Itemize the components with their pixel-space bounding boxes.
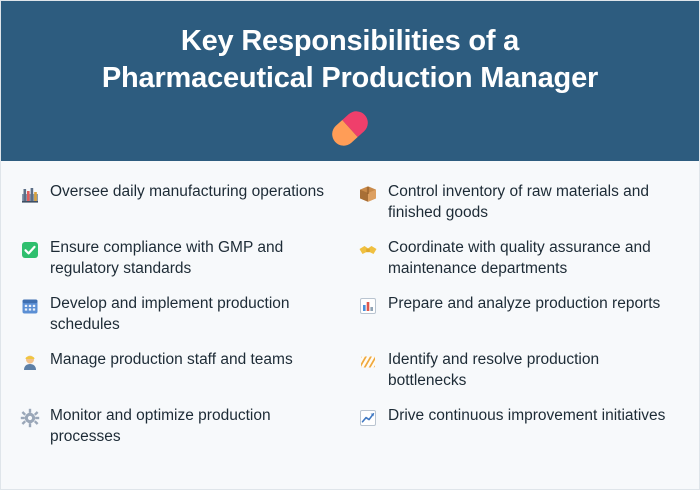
check-mark-button-icon xyxy=(19,239,41,261)
list-item-label: Drive continuous improvement initiatives xyxy=(388,407,666,425)
page-title-line-2: Pharmaceutical Production Manager xyxy=(101,62,599,95)
header-icon-wrap xyxy=(25,111,675,145)
handshake-icon xyxy=(357,239,379,261)
pill-capsule-icon xyxy=(327,106,372,150)
page-title xyxy=(25,23,675,97)
warning-stripes-icon xyxy=(357,351,379,373)
list-item-label: Prepare and analyze production reports xyxy=(388,295,661,313)
line-chart-upward-icon xyxy=(357,407,379,429)
list-item xyxy=(355,287,683,343)
responsibilities-column-right xyxy=(355,175,683,479)
header xyxy=(1,1,699,161)
list-item-label: Develop and implement production schedules xyxy=(50,295,290,334)
list-item-label: Identify and resolve production bottlenecks xyxy=(388,351,600,390)
list-item-label: Oversee daily manufacturing operations xyxy=(50,183,324,201)
list-item xyxy=(355,231,683,287)
gear-icon xyxy=(19,407,41,429)
responsibilities-column-left xyxy=(17,175,345,479)
list-item xyxy=(17,287,345,343)
list-item xyxy=(17,231,345,287)
responsibilities-body xyxy=(1,161,699,489)
worker-person-icon xyxy=(19,351,41,373)
calendar-icon xyxy=(19,295,41,317)
list-item xyxy=(17,343,345,399)
list-item xyxy=(17,399,345,455)
list-item-label: Manage production staff and teams xyxy=(50,351,293,369)
page-title-line-1: Key Responsibilities of a xyxy=(180,25,520,57)
list-item-label: Control inventory of raw materials and finished goods xyxy=(388,183,650,222)
list-item xyxy=(17,175,345,231)
list-item-label: Monitor and optimize production processes xyxy=(50,407,271,446)
package-box-icon xyxy=(357,183,379,205)
list-item-label: Coordinate with quality assurance and maintenance departments xyxy=(388,239,651,278)
list-item xyxy=(355,175,683,231)
bar-chart-icon xyxy=(357,295,379,317)
list-item xyxy=(355,343,683,399)
list-item-label: Ensure compliance with GMP and regulatory standards xyxy=(50,239,284,278)
factory-icon xyxy=(19,183,41,205)
list-item xyxy=(355,399,683,455)
